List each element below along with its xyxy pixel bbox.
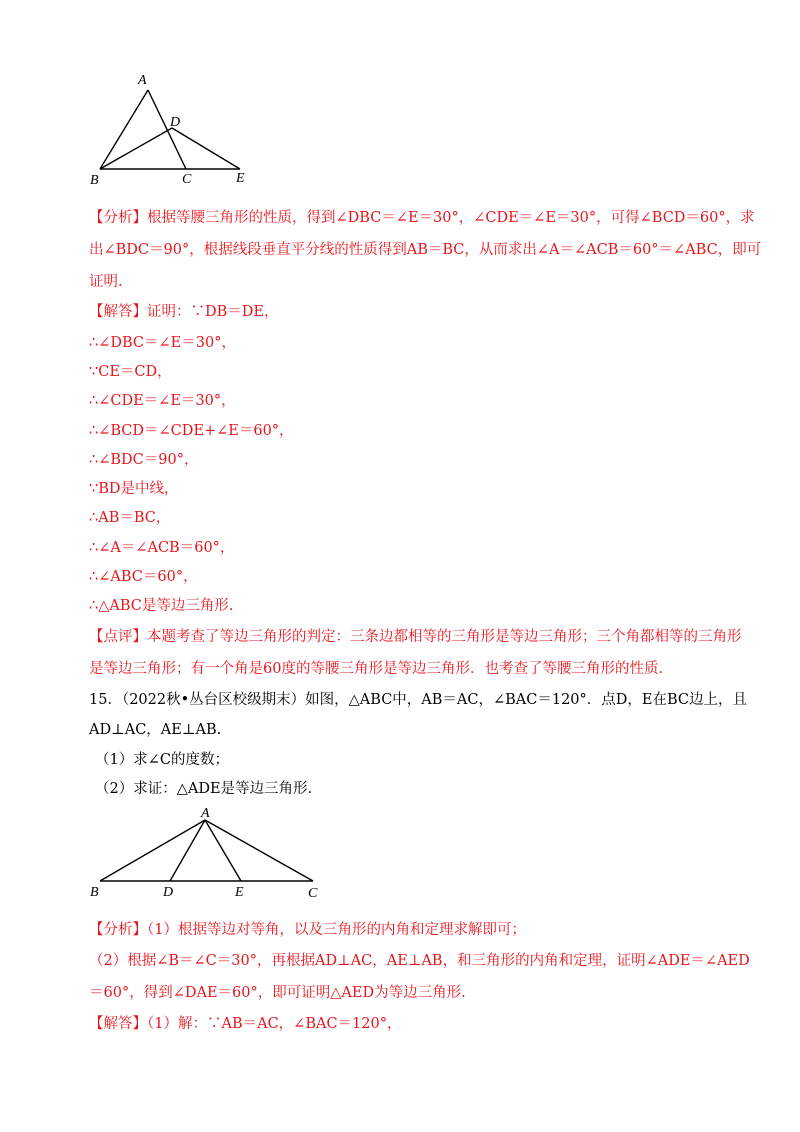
comment-14-line-2: 是等边三角形；有一个角是60度的等腰三角形是等边三角形．也考查了等腰三角形的性质.	[89, 661, 664, 677]
question-15-stem-line-1: 15．（2022秋•丛台区校级期末）如图，△ABC中，AB＝AC，∠BAC＝120°．点D，E在BC边上，且	[89, 692, 748, 708]
answer-14-line-6: ∴∠BDC＝90°，	[89, 452, 199, 468]
label-b-2: B	[90, 885, 99, 900]
triangle-figure-2	[80, 800, 340, 905]
answer-14-line-4: ∴∠CDE＝∠E＝30°，	[89, 393, 236, 409]
answer-14-line-11: ∴△ABC是等边三角形.	[89, 598, 234, 614]
segment-ac-2	[205, 820, 313, 881]
segment-ad-2	[170, 820, 205, 881]
analysis-15-line-1: 【分析】（1）根据等边对等角，以及三角形的内角和定理求解即可；	[89, 922, 526, 938]
label-a-2: A	[201, 806, 210, 821]
label-c-2: C	[308, 886, 318, 901]
label-a: A	[138, 73, 147, 88]
answer-14-line-8: ∴AB＝BC，	[89, 510, 171, 526]
question-15-part-2: （2）求证：△ADE是等边三角形.	[95, 781, 313, 797]
label-b: B	[90, 173, 99, 188]
answer-14-line-2: ∴∠DBC＝∠E＝30°，	[89, 335, 236, 351]
triangle-figure-1	[80, 66, 270, 191]
analysis-15-line-2: （2）根据∠B＝∠C＝30°，再根据AD⊥AC，AE⊥AB，和三角形的内角和定理，证明∠ADE＝∠AED	[89, 953, 750, 969]
segment-ac	[148, 90, 186, 169]
segment-de	[172, 128, 240, 169]
answer-14-line-10: ∴∠ABC＝60°，	[89, 569, 198, 585]
analysis-14-line-2: 出∠BDC＝90°，根据线段垂直平分线的性质得到AB＝BC，从而求出∠A＝∠ACB＝60°＝∠ABC，即可	[89, 242, 762, 258]
answer-14-line-1: 【解答】证明：∵DB＝DE，	[89, 304, 279, 320]
answer-14-line-9: ∴∠A＝∠ACB＝60°，	[89, 540, 235, 556]
analysis-15-line-3: ＝60°，得到∠DAE＝60°，即可证明△AED为等边三角形.	[89, 985, 466, 1001]
label-d: D	[170, 115, 181, 130]
answer-14-line-7: ∵BD是中线，	[89, 481, 179, 497]
question-15-part-1: （1）求∠C的度数；	[95, 752, 229, 768]
question-15-stem-line-2: AD⊥AC，AE⊥AB.	[89, 722, 222, 738]
analysis-14-line-3: 证明.	[89, 274, 123, 290]
label-e-2: E	[235, 885, 244, 900]
answer-14-line-5: ∴∠BCD＝∠CDE+∠E＝60°，	[89, 423, 294, 439]
answer-14-line-3: ∵CE＝CD，	[89, 364, 172, 380]
label-e: E	[236, 171, 245, 186]
segment-ab	[100, 90, 148, 169]
comment-14-line-1: 【点评】本题考查了等边三角形的判定：三条边都相等的三角形是等边三角形；三个角都相等的三角形	[89, 629, 742, 645]
segment-bd	[100, 128, 172, 169]
answer-15-line-1: 【解答】（1）解：∵AB＝AC，∠BAC＝120°，	[89, 1016, 402, 1032]
label-d-2: D	[163, 885, 174, 900]
segment-ae-2	[205, 820, 241, 881]
analysis-14-line-1: 【分析】根据等腰三角形的性质，得到∠DBC＝∠E＝30°，∠CDE＝∠E＝30°，可得∠BCD＝60°，求	[89, 210, 755, 226]
segment-ab-2	[100, 820, 205, 881]
label-c: C	[182, 172, 192, 187]
